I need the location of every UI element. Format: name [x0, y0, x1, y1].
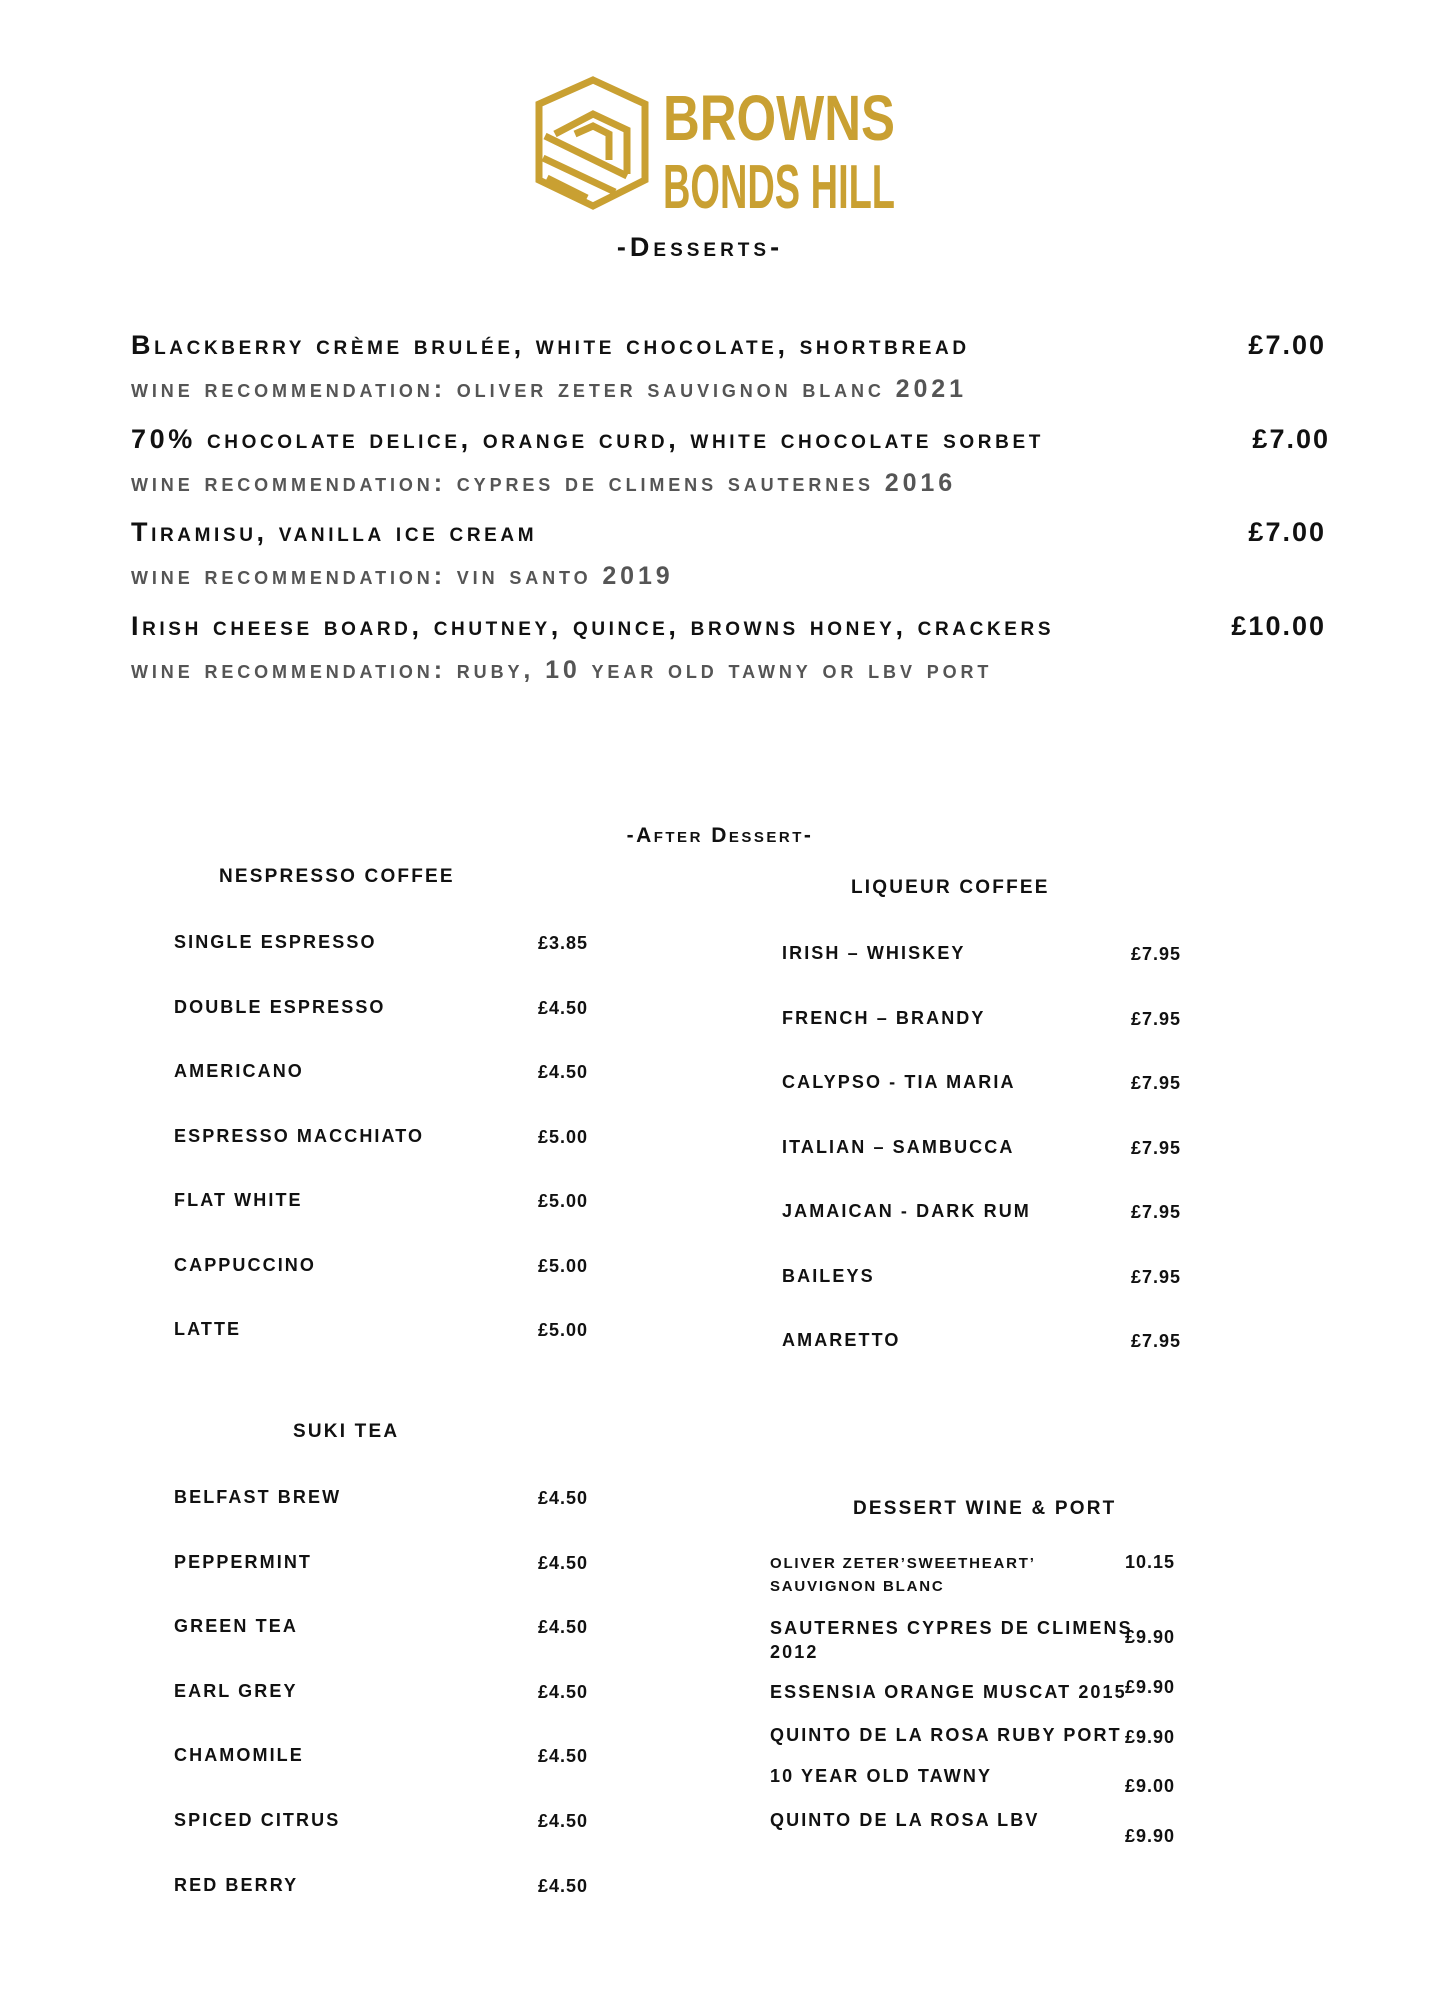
liqueur-item-name: FRENCH – BRANDY [782, 1007, 986, 1028]
liqueur-item-name: JAMAICAN - DARK RUM [782, 1201, 1031, 1221]
nespresso-title: NESPRESSO COFFEE [219, 866, 455, 887]
liqueur-item-name: ITALIAN – SAMBUCCA [782, 1136, 1015, 1157]
dessert-name: Irish cheese board, chutney, quince, browns honey, crackers [131, 610, 1055, 641]
wine-recommendation: wine recommendation: oliver zeter sauvignon blanc 2021 [131, 375, 967, 403]
desserts-title: -Desserts- [616, 232, 784, 262]
nespresso-item-name: ESPRESSO MACCHIATO [174, 1125, 425, 1146]
dessert-price: £10.00 [1231, 610, 1326, 641]
wine-port-item-price: £9.90 [1125, 1677, 1176, 1697]
wine-port-item-name: SAUTERNES CYPRES DE CLIMENS [770, 1618, 1133, 1638]
wine-port-item-price: £9.90 [1125, 1826, 1176, 1846]
nespresso-item-name: DOUBLE ESPRESSO [174, 996, 386, 1017]
wine-port-item-name: OLIVER ZETER’SWEETHEART’ [770, 1555, 1036, 1572]
wine-port-item-name: QUINTO DE LA ROSA LBV [770, 1810, 1040, 1830]
wine-port-item-name: 10 YEAR OLD TAWNY [770, 1766, 993, 1786]
nespresso-item-price: £5.00 [538, 1126, 589, 1147]
wine-port-item-name-line2: 2012 [770, 1642, 819, 1662]
logo-line1: BROWNS [663, 82, 895, 154]
tea-item-name: CHAMOMILE [174, 1745, 304, 1766]
liqueur-title: LIQUEUR COFFEE [851, 877, 1050, 898]
liqueur-item-price: £7.95 [1131, 1137, 1182, 1158]
tea-item-name: GREEN TEA [174, 1616, 298, 1637]
logo-line2: BONDS HILL [663, 153, 895, 222]
wine-recommendation: wine recommendation: vin santo 2019 [131, 562, 674, 590]
dessert-name: Tiramisu, vanilla ice cream [131, 517, 538, 547]
brand-logo [535, 74, 905, 222]
dessert-price: £7.00 [1248, 330, 1326, 360]
tea-item-name: PEPPERMINT [174, 1551, 313, 1572]
wine-port-item-name: QUINTO DE LA ROSA RUBY PORT [770, 1725, 1122, 1745]
tea-item-name: RED BERRY [174, 1874, 299, 1895]
liqueur-item-name: AMARETTO [782, 1330, 901, 1350]
dessert-price: £7.00 [1248, 517, 1326, 547]
tea-item-price: £4.50 [538, 1875, 589, 1896]
nespresso-item-name: CAPPUCCINO [174, 1254, 317, 1275]
wine-port-title: DESSERT WINE & PORT [853, 1498, 1117, 1519]
tea-item-name: BELFAST BREW [174, 1487, 342, 1507]
nespresso-item-name: SINGLE ESPRESSO [174, 932, 377, 952]
liqueur-item-price: £7.95 [1131, 1202, 1182, 1222]
nespresso-item-price: £5.00 [538, 1255, 589, 1276]
liqueur-item-name: IRISH – WHISKEY [782, 943, 966, 963]
nespresso-item-price: £4.50 [538, 1062, 589, 1082]
tea-item-name: SPICED CITRUS [174, 1810, 341, 1830]
tea-item-price: £4.50 [538, 1617, 589, 1638]
liqueur-item-price: £7.95 [1131, 1073, 1182, 1093]
wine-recommendation: wine recommendation: ruby, 10 year old tawny or lbv port [131, 655, 993, 684]
liqueur-item-price: £7.95 [1131, 944, 1182, 964]
tea-title: SUKI TEA [293, 1421, 400, 1442]
dessert-name: 70% chocolate delice, orange curd, white chocolate sorbet [131, 423, 1044, 454]
wine-port-item-name: ESSENSIA ORANGE MUSCAT 2015 [770, 1682, 1127, 1702]
dessert-price: £7.00 [1252, 423, 1330, 454]
nespresso-item-price: £3.85 [538, 933, 589, 953]
liqueur-item-price: £7.95 [1131, 1266, 1182, 1287]
liqueur-item-price: £7.95 [1131, 1331, 1182, 1351]
nespresso-item-name: FLAT WHITE [174, 1190, 303, 1210]
wine-port-item-name-line2: SAUVIGNON BLANC [770, 1578, 945, 1595]
nespresso-item-price: £5.00 [538, 1320, 589, 1340]
wine-port-item-price: £9.90 [1125, 1727, 1176, 1747]
liqueur-item-name: BAILEYS [782, 1265, 875, 1286]
liqueur-item-name: CALYPSO - TIA MARIA [782, 1072, 1016, 1092]
tea-item-price: £4.50 [538, 1552, 589, 1573]
tea-item-price: £4.50 [538, 1746, 589, 1767]
wine-recommendation: wine recommendation: cypres de climens sauternes 2016 [131, 468, 957, 497]
tea-item-price: £4.50 [538, 1681, 589, 1702]
tea-item-name: EARL GREY [174, 1680, 298, 1701]
wine-port-item-price: £9.90 [1125, 1627, 1176, 1647]
nespresso-item-price: £5.00 [538, 1191, 589, 1211]
nespresso-item-name: AMERICANO [174, 1061, 304, 1081]
nespresso-item-name: LATTE [174, 1319, 242, 1339]
after-dessert-title: -After Dessert- [626, 824, 814, 847]
wine-port-item-price: 10.15 [1125, 1552, 1176, 1572]
liqueur-item-price: £7.95 [1131, 1008, 1182, 1029]
nespresso-item-price: £4.50 [538, 997, 589, 1018]
dessert-name: Blackberry crème brulée, white chocolate, shortbread [131, 330, 970, 360]
wine-port-item-price: £9.00 [1125, 1776, 1176, 1796]
tea-item-price: £4.50 [538, 1488, 589, 1508]
tea-item-price: £4.50 [538, 1811, 589, 1831]
